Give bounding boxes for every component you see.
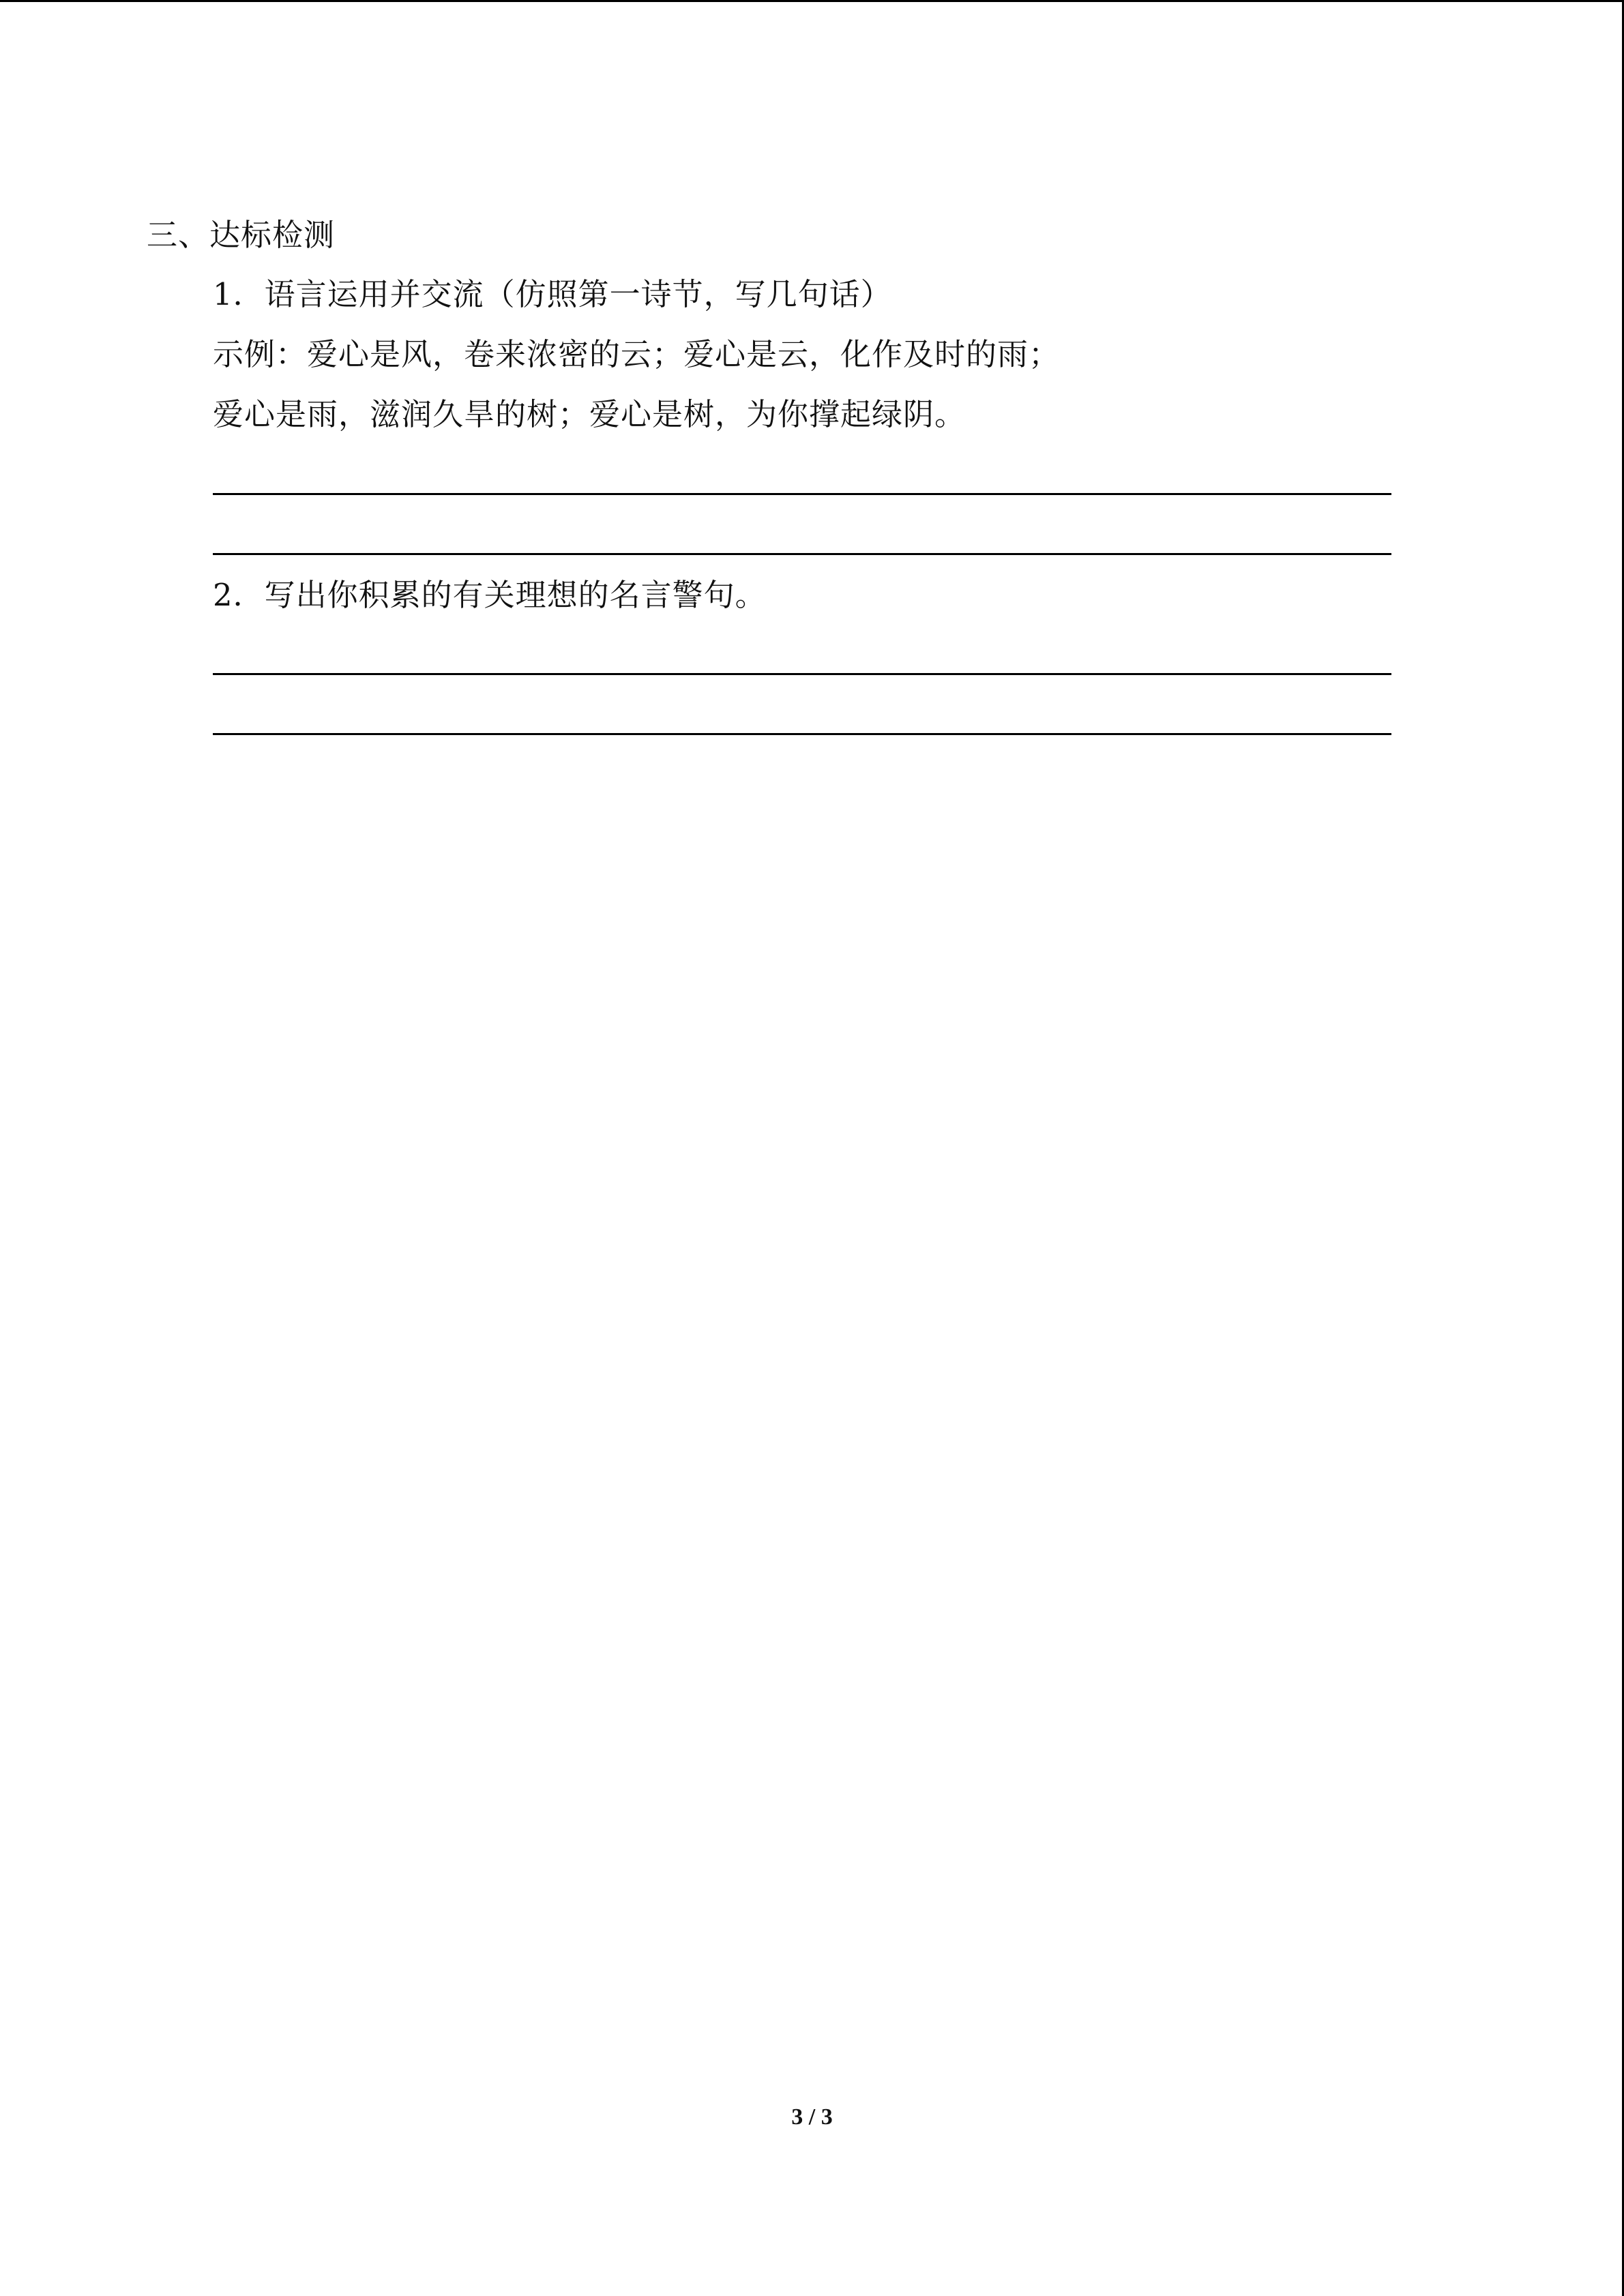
page-number: 3 / 3 xyxy=(791,2104,833,2130)
question-2-answer-line-1[interactable] xyxy=(213,673,1391,675)
question-1-answer-line-2[interactable] xyxy=(213,553,1391,555)
question-2-prompt: 2．写出你积累的有关理想的名言警句。 xyxy=(213,577,767,613)
question-2-answer-line-2[interactable] xyxy=(213,733,1391,735)
question-1-example-line-1: 示例：爱心是风，卷来浓密的云；爱心是云，化作及时的雨； xyxy=(213,336,1061,372)
question-1-answer-line-1[interactable] xyxy=(213,493,1391,495)
question-1-example-line-2: 爱心是雨，滋润久旱的树；爱心是树，为你撑起绿阴。 xyxy=(213,396,966,432)
question-1-prompt: 1．语言运用并交流（仿照第一诗节，写几句话） xyxy=(213,276,892,312)
section-heading: 三、达标检测 xyxy=(147,217,336,253)
